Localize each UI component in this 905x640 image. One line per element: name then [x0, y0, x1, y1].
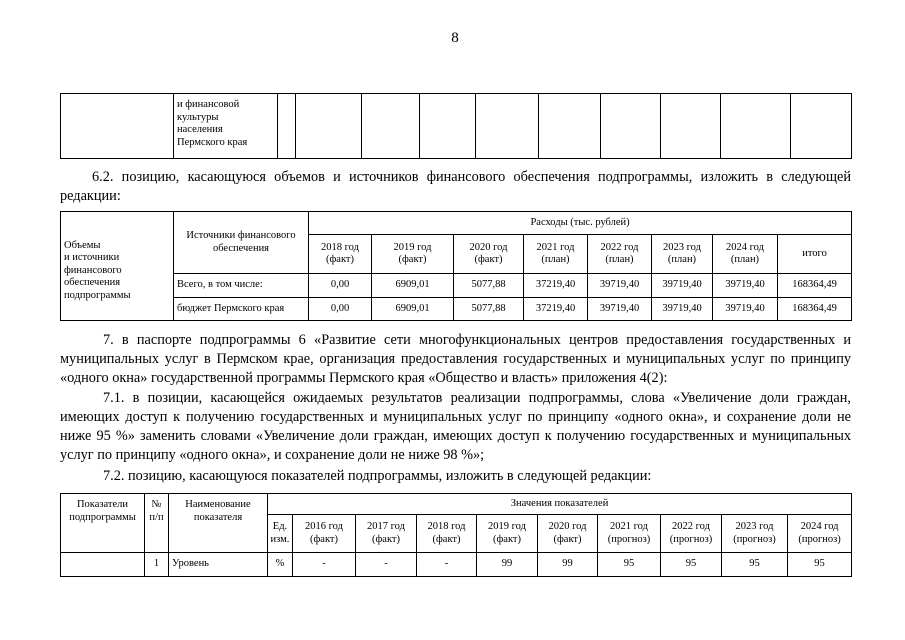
value-cell: 6909,01 — [372, 298, 454, 321]
year-header: 2019 год (факт) — [477, 515, 538, 553]
value-cell: 39719,40 — [652, 274, 713, 298]
year-header: 2018 год (факт) — [309, 235, 372, 274]
value-cell: 95 — [722, 553, 788, 577]
empty-cell — [539, 94, 601, 159]
year-header: 2021 год (прогноз) — [598, 515, 661, 553]
financing-source-budget: бюджет Пермского края — [174, 298, 309, 321]
empty-cell — [476, 94, 539, 159]
row-number: 1 — [145, 553, 169, 577]
value-cell: 5077,88 — [454, 298, 524, 321]
value-cell: - — [293, 553, 356, 577]
empty-cell — [420, 94, 476, 159]
paragraph-7-1: 7.1. в позиции, касающейся ожидаемых результатов реализации подпрограммы, слова «Увеличение доли граждан, имеющих доступ к получению государственных и муниципальных услуг по принципу «одного окна», и сохранение доли не ниже 95 %» заменить словами «Увеличение доли граждан, имеющих доступ к получению государственных и муниципальных услуг по принципу «одного окна», и сохранение доли не ниже 98 %»; — [60, 390, 851, 463]
label-line: Объемы — [64, 239, 101, 251]
previous-table-fragment — [60, 93, 852, 159]
label-line: финансового — [64, 264, 122, 276]
year-header: 2023 год (план) — [652, 235, 713, 274]
year-header: 2024 год (прогноз) — [788, 515, 852, 553]
paragraph-7: 7. в паспорте подпрограммы 6 «Развитие сети многофункциональных центров предоставления государственных и муниципальных услуг в Пермском крае, организация предоставления государственных и муниципальных услуг по принципу «одного окна» государственной программы Пермского края «Общество и власть» приложения 4(2): — [60, 332, 851, 386]
description-line: и финансовой — [177, 99, 240, 110]
year-header: 2018 год (факт) — [417, 515, 477, 553]
year-header: 2017 год (факт) — [356, 515, 417, 553]
value-cell: 95 — [661, 553, 722, 577]
year-header: 2021 год (план) — [524, 235, 588, 274]
description-line: Пермского края — [177, 136, 248, 148]
sources-header: Источники финансового обеспечения — [174, 212, 309, 274]
financing-row-label — [61, 212, 174, 321]
year-header: 2019 год (факт) — [372, 235, 454, 274]
empty-cell — [278, 94, 296, 159]
value-cell: 39719,40 — [588, 298, 652, 321]
name-header: Наименование показателя — [169, 494, 268, 553]
indicator-name: Уровень — [169, 553, 268, 577]
value-cell: - — [356, 553, 417, 577]
empty-cell — [61, 553, 145, 577]
paragraph-6-2: 6.2. позицию, касающуюся объемов и источников финансового обеспечения подпрограммы, изложить в следующей редакции: — [60, 169, 851, 204]
year-header: 2023 год (прогноз) — [722, 515, 788, 553]
unit-header: Ед. изм. — [268, 515, 293, 553]
year-header: 2022 год (прогноз) — [661, 515, 722, 553]
empty-cell — [362, 94, 420, 159]
value-cell: 95 — [598, 553, 661, 577]
value-cell: 0,00 — [309, 298, 372, 321]
year-header: 2022 год (план) — [588, 235, 652, 274]
total-header: итого — [778, 235, 852, 274]
value-cell: 95 — [788, 553, 852, 577]
value-cell: 99 — [538, 553, 598, 577]
expenses-header: Расходы (тыс. рублей) — [309, 212, 852, 235]
value-cell: 5077,88 — [454, 274, 524, 298]
value-cell: 39719,40 — [713, 298, 778, 321]
value-cell: 37219,40 — [524, 298, 588, 321]
value-cell: 6909,01 — [372, 274, 454, 298]
indicator-description — [174, 94, 278, 159]
year-header: 2020 год (факт) — [538, 515, 598, 553]
number-header: № п/п — [145, 494, 169, 553]
paragraph-7-2: 7.2. позицию, касающуюся показателей подпрограммы, изложить в следующей редакции: — [103, 468, 652, 484]
description-line: населения — [177, 124, 223, 135]
empty-cell — [721, 94, 791, 159]
page-number: 8 — [451, 30, 459, 46]
financing-table — [60, 211, 852, 321]
values-header: Значения показателей — [268, 494, 852, 515]
label-line: подпрограммы — [64, 289, 131, 301]
empty-cell — [296, 94, 362, 159]
value-cell: 168364,49 — [778, 274, 852, 298]
empty-cell — [61, 94, 174, 159]
value-cell: 168364,49 — [778, 298, 852, 321]
empty-cell — [661, 94, 721, 159]
value-cell: 0,00 — [309, 274, 372, 298]
value-cell: 39719,40 — [652, 298, 713, 321]
year-header: 2016 год (факт) — [293, 515, 356, 553]
value-cell: 99 — [477, 553, 538, 577]
year-header: 2024 год (план) — [713, 235, 778, 274]
indicators-table — [60, 493, 852, 577]
value-cell: 39719,40 — [713, 274, 778, 298]
value-cell: 37219,40 — [524, 274, 588, 298]
label-line: и источники — [64, 252, 120, 264]
empty-cell — [601, 94, 661, 159]
empty-cell — [791, 94, 852, 159]
year-header: 2020 год (факт) — [454, 235, 524, 274]
description-line: культуры — [177, 111, 219, 123]
value-cell: - — [417, 553, 477, 577]
indicators-header: Показатели подпрограммы — [61, 494, 145, 553]
financing-source-total: Всего, в том числе: — [174, 274, 309, 298]
value-cell: 39719,40 — [588, 274, 652, 298]
label-line: обеспечения — [64, 277, 121, 289]
unit-cell: % — [268, 553, 293, 577]
